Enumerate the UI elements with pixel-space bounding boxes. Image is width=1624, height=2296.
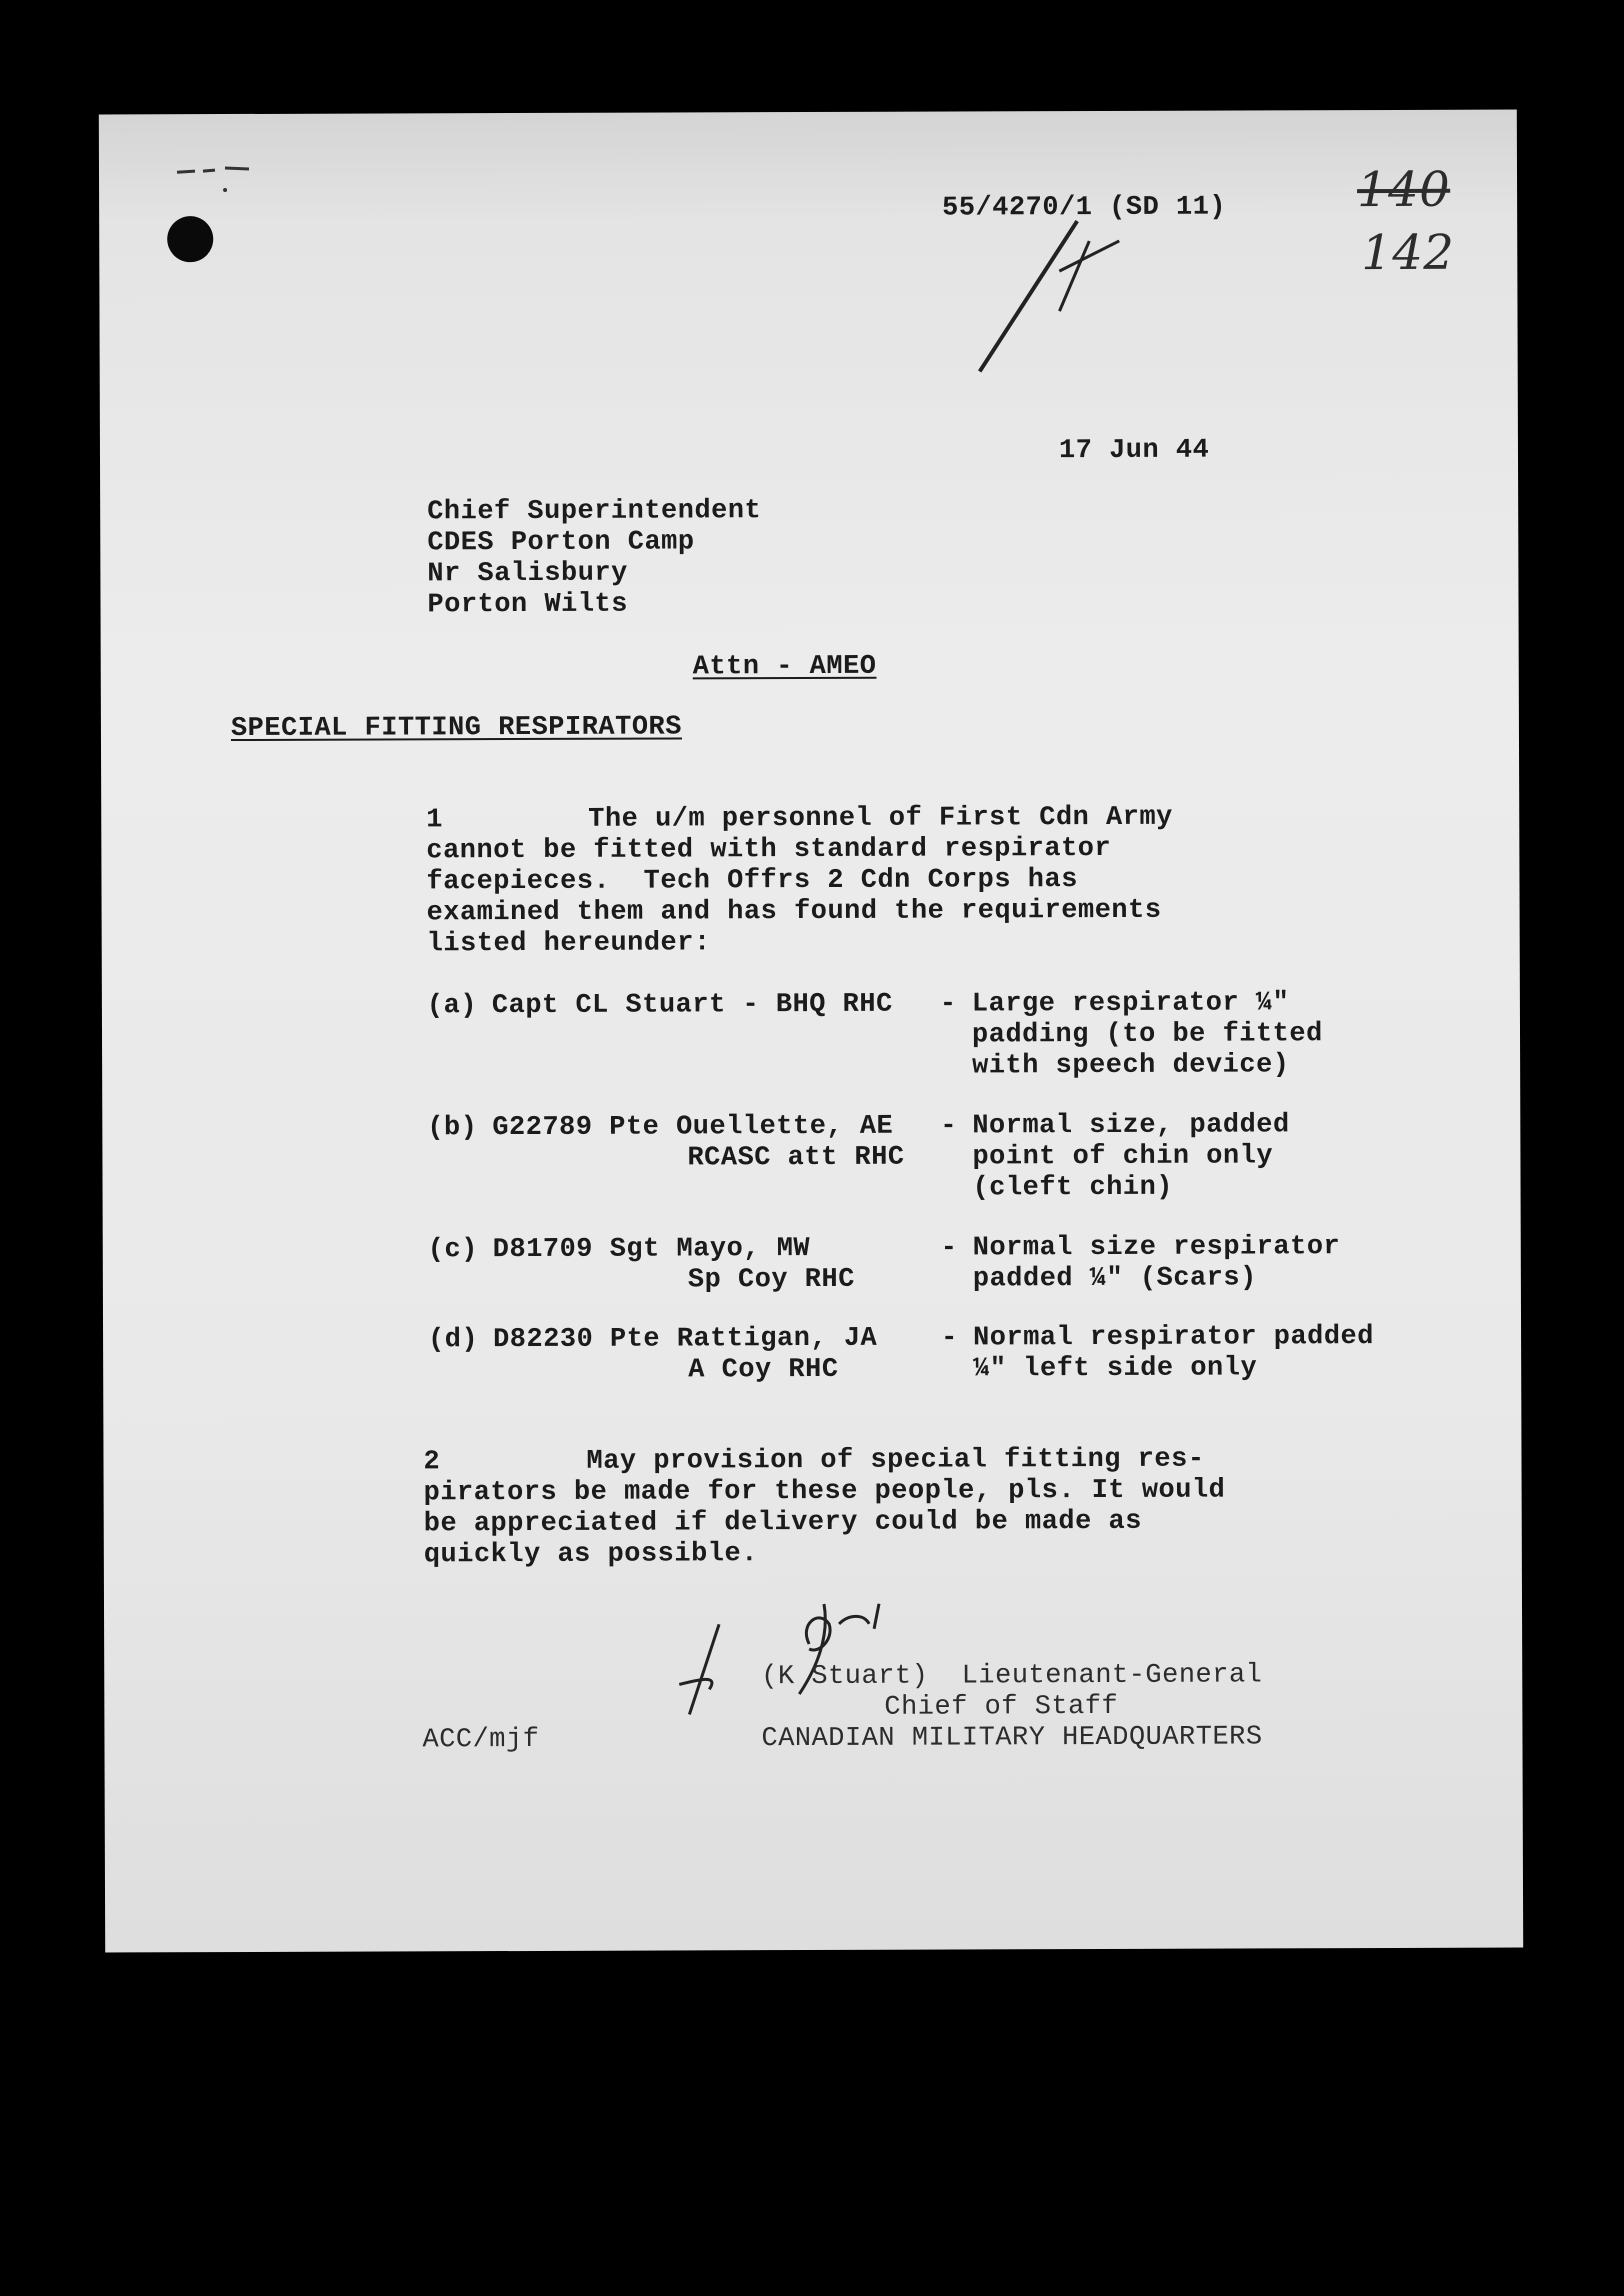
signatory-line: Chief of Staff — [884, 1691, 1119, 1723]
paragraph-line: May provision of special fitting res- — [586, 1444, 1205, 1477]
attention-line: Attn - AMEO — [692, 651, 877, 683]
item-dash: - — [940, 1233, 958, 1264]
item-requirement: Normal respirator padded — [973, 1322, 1374, 1354]
item-requirement: Normal size, padded — [972, 1110, 1290, 1142]
addressee-line: Nr Salisbury — [427, 558, 628, 590]
item-requirement: (cleft chin) — [972, 1172, 1174, 1204]
item-requirement: padded ¼" (Scars) — [972, 1263, 1257, 1295]
item-requirement: with speech device) — [972, 1050, 1290, 1082]
handwritten-initials — [649, 1584, 909, 1725]
paragraph-number: 1 — [426, 805, 444, 836]
ink-marks — [169, 138, 279, 198]
item-requirement: Normal size respirator — [972, 1232, 1341, 1264]
item-label: (c) — [427, 1235, 478, 1266]
item-person: D82230 Pte Rattigan, JA — [493, 1323, 878, 1356]
document-date: 17 Jun 44 — [1058, 435, 1210, 467]
paragraph-line: examined them and has found the requirements — [426, 895, 1162, 929]
item-requirement: point of chin only — [972, 1141, 1274, 1173]
paragraph-line: be appreciated if delivery could be made as — [423, 1506, 1142, 1540]
paragraph-line: cannot be fitted with standard respirator — [426, 833, 1112, 867]
item-person: Capt CL Stuart - BHQ RHC — [491, 989, 893, 1022]
paragraph-line: quickly as possible. — [423, 1539, 758, 1571]
paragraph-line: The u/m personnel of First Cdn Army — [588, 802, 1173, 835]
item-label: (a) — [426, 991, 478, 1022]
typist-reference: ACC/mjf — [422, 1724, 540, 1756]
signatory-line: (K Stuart) Lieutenant-General — [761, 1660, 1263, 1693]
item-dash: - — [939, 989, 957, 1020]
paragraph-line: facepieces. Tech Offrs 2 Cdn Corps has — [426, 865, 1078, 898]
item-person: RCASC att RHC — [687, 1142, 905, 1174]
handwritten-check-mark — [969, 201, 1150, 382]
folio-number: 142 — [1361, 224, 1455, 282]
item-label: (b) — [427, 1113, 478, 1144]
signatory-line: CANADIAN MILITARY HEADQUARTERS — [761, 1722, 1263, 1755]
paragraph-line: listed hereunder: — [426, 928, 711, 960]
folio-number-crossed: 140 — [1356, 161, 1451, 219]
addressee-line: Porton Wilts — [427, 589, 629, 621]
paragraph-line: pirators be made for these people, pls. It would — [423, 1475, 1226, 1509]
addressee-line: CDES Porton Camp — [427, 527, 695, 559]
item-person: Sp Coy RHC — [687, 1264, 855, 1296]
paragraph-number: 2 — [423, 1447, 441, 1478]
item-requirement: ¼" left side only — [973, 1353, 1258, 1385]
subject-heading: SPECIAL FITTING RESPIRATORS — [230, 712, 682, 745]
item-person: G22789 Pte Ouellette, AE — [492, 1111, 894, 1144]
item-person: A Coy RHC — [688, 1354, 839, 1386]
item-requirement: padding (to be fitted — [971, 1019, 1323, 1051]
item-dash: - — [941, 1323, 958, 1354]
document-page — [99, 110, 1523, 1953]
item-requirement: Large respirator ¼" — [971, 988, 1290, 1020]
item-person: D81709 Sgt Mayo, MW — [492, 1234, 811, 1266]
file-reference: 55/4270/1 (SD 11) — [942, 192, 1227, 224]
item-dash: - — [940, 1111, 958, 1142]
addressee-line: Chief Superintendent — [427, 496, 762, 528]
punch-hole — [167, 216, 213, 262]
item-label: (d) — [428, 1325, 479, 1356]
